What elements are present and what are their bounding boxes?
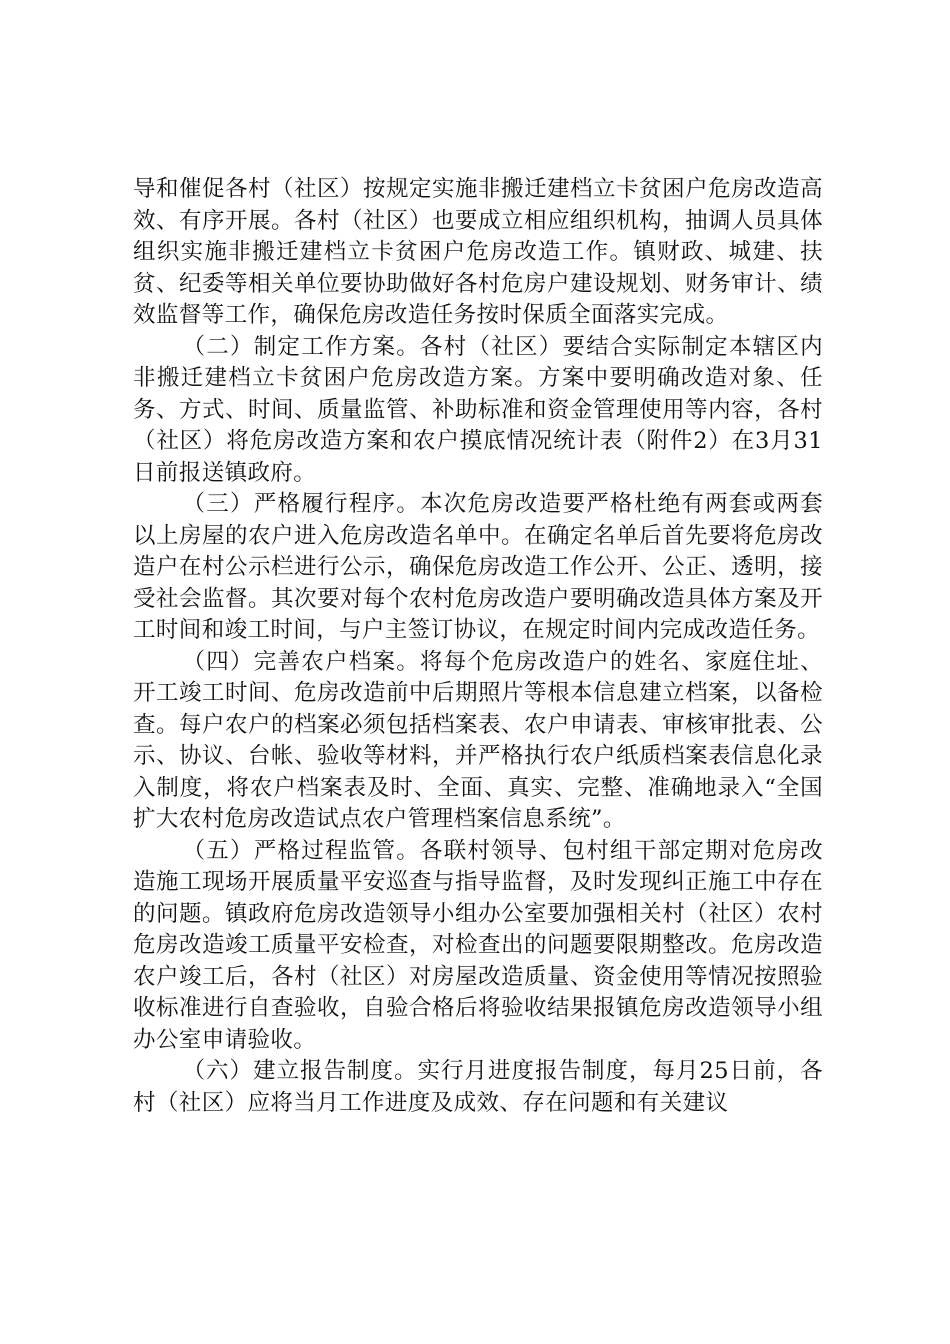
document-body bbox=[133, 174, 823, 1119]
paragraph-continuation: 导和催促各村（社区）按规定实施非搬迁建档立卡贫困户危房改造高效、有序开展。各村（社区）也要成立相应组织机构，抽调人员具体组织实施非搬迁建档立卡贫困户危房改造工作。镇财政、城建、扶贫、纪委等相关单位要协助做好各村危房户建设规划、财务审计、绩效监督等工作，确保危房改造任务按时保质全面落实完成。 bbox=[133, 176, 823, 328]
paragraph-section-6: （六）建立报告制度。实行月进度报告制度，每月25日前，各村（社区）应将当月工作进度及成效、存在问题和有关建议 bbox=[133, 1058, 823, 1116]
paragraph-section-5: （五）严格过程监管。各联村领导、包村组干部定期对危房改造施工现场开展质量平安巡查与指导监督，及时发现纠正施工中存在的问题。镇政府危房改造领导小组办公室要加强相关村（社区）农村危房改造竣工质量平安检查，对检查出的问题要限期整改。危房改造农户竣工后，各村（社区）对房屋改造质量、资金使用等情况按照验收标准进行自查验收，自验合格后将验收结果报镇危房改造领导小组办公室申请验收。 bbox=[133, 837, 823, 1053]
paragraph-section-2: （二）制定工作方案。各村（社区）要结合实际制定本辖区内非搬迁建档立卡贫困户危房改造方案。方案中要明确改造对象、任务、方式、时间、质量监管、补助标准和资金管理使用等内容，各村（社区）将危房改造方案和农户摸底情况统计表（附件2）在3月31日前报送镇政府。 bbox=[133, 333, 823, 486]
paragraph-section-4: （四）完善农户档案。将每个危房改造户的姓名、家庭住址、开工竣工时间、危房改造前中后期照片等根本信息建立档案，以备检查。每户农户的档案必须包括档案表、农户申请表、审核审批表、公示、协议、台帐、验收等材料，并严格执行农户纸质档案表信息化录入制度，将农户档案表及时、全面、真实、完整、准确地录入“全国扩大农村危房改造试点农户管理档案信息系统”。 bbox=[133, 648, 823, 832]
paragraph-section-3: （三）严格履行程序。本次危房改造要严格杜绝有两套或两套以上房屋的农户进入危房改造名单中。在确定名单后首先要将危房改造户在村公示栏进行公示，确保危房改造工作公开、公正、透明，接受社会监督。其次要对每个农村危房改造户要明确改造具体方案及开工时间和竣工时间，与户主签订协议，在规定时间内完成改造任务。 bbox=[133, 491, 823, 643]
